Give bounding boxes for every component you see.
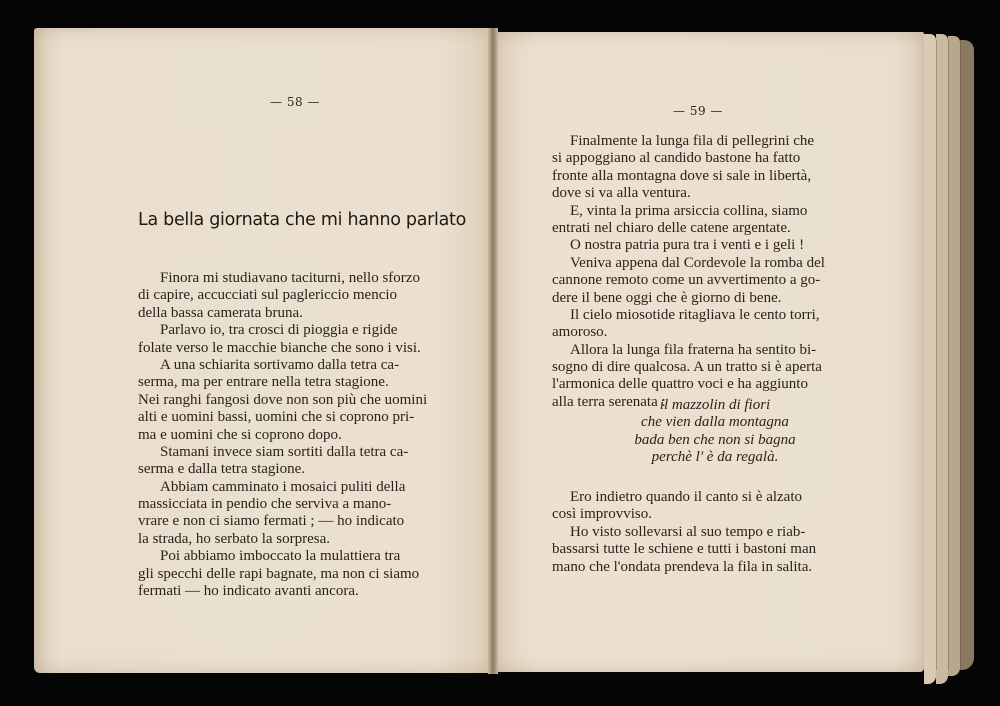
text-line: dere il bene oggi che è giorno di bene. xyxy=(552,289,782,306)
text-line: amoroso. xyxy=(552,324,608,341)
page-edge-line xyxy=(960,40,961,670)
left-body-text xyxy=(138,270,440,600)
text-line: la strada, ho serbato la sorpresa. xyxy=(138,530,331,547)
text-line: bassarsi tutte le schiene e tutti i bastoni man xyxy=(552,541,817,558)
book-gutter xyxy=(488,28,498,674)
page-edges xyxy=(948,36,960,676)
text-line: serma e dalla tetra stagione. xyxy=(138,461,306,478)
chapter-title: La bella giornata che mi hanno parlato xyxy=(138,210,467,230)
text-line: alti e uomini bassi, uomini che si coprono pri- xyxy=(138,409,415,426)
text-line: Ho visto sollevarsi al suo tempo e riab- xyxy=(570,523,806,540)
text-line: cannone remoto come un avvertimento a go- xyxy=(552,272,821,289)
text-line: alla terra serenata : xyxy=(552,393,666,410)
text-line: Poi abbiamo imboccato la mulattiera tra xyxy=(160,548,401,565)
text-line: vrare e non ci siamo fermati ; — ho indicato xyxy=(138,513,405,530)
text-line: sogno di dire qualcosa. A un tratto si è aperta xyxy=(552,359,822,376)
verse-line: perchè l' è da regalà. xyxy=(651,449,779,466)
text-line: Allora la lunga fila fraterna ha sentito bi- xyxy=(570,341,817,358)
text-line: dove si va alla ventura. xyxy=(552,185,691,202)
page-number-left: — 58 — xyxy=(270,95,320,109)
text-line: E, vinta la prima arsiccia collina, siamo xyxy=(570,202,808,219)
text-line: Il cielo miosotide ritagliava le cento torri, xyxy=(570,306,820,323)
text-line: A una schiarita sortivamo dalla tetra ca- xyxy=(160,356,400,373)
text-line: Abbiam camminato i mosaici puliti della xyxy=(160,478,406,495)
text-line: ma e uomini che si coprono dopo. xyxy=(138,426,342,443)
verse-line: che vien dalla montagna xyxy=(641,414,789,431)
text-line: l'armonica delle quattro voci e ha aggiunto xyxy=(552,376,808,393)
text-line: Parlavo io, tra crosci di pioggia e rigide xyxy=(160,322,398,339)
text-line: fermati — ho indicato avanti ancora. xyxy=(138,583,359,600)
text-line: Finalmente la lunga fila di pellegrini che xyxy=(570,133,815,149)
page-edges xyxy=(960,40,974,670)
text-line: gli specchi delle rapi bagnate, ma non ci siamo xyxy=(138,565,420,582)
page-edge-line xyxy=(948,40,949,670)
page-edges xyxy=(936,34,948,684)
text-line: Stamani invece siam sortiti dalla tetra ca- xyxy=(160,443,409,460)
text-line: massicciata in pendio che serviva a mano- xyxy=(138,496,392,513)
page-edges xyxy=(924,34,936,684)
text-line: entrati nel chiaro delle catene argentate. xyxy=(552,219,791,236)
text-line: si appoggiano al candido bastone ha fatto xyxy=(552,150,801,167)
text-line: Nei ranghi fangosi dove non son più che uomini xyxy=(138,391,428,408)
page-edge-line xyxy=(936,40,937,670)
verse-line: bada ben che non si bagna xyxy=(634,431,796,448)
text-line: di capire, accucciati sul paglericcio mencio xyxy=(138,287,398,304)
text-line: Veniva appena dal Cordevole la romba del xyxy=(570,254,825,271)
text-line: Finora mi studiavano taciturni, nello sforzo xyxy=(160,270,420,286)
page-number-right: — 59 — xyxy=(673,104,723,118)
text-line: fronte alla montagna dove si sale in libertà, xyxy=(552,167,812,184)
text-line: mano che l'ondata prendeva la fila in salita. xyxy=(552,558,813,575)
text-line: O nostra patria pura tra i venti e i geli ! xyxy=(570,237,805,254)
song-verse xyxy=(600,397,830,467)
verse-line: il mazzolin di fiori xyxy=(659,397,771,413)
text-line: Ero indietro quando il canto si è alzato xyxy=(570,489,803,505)
text-line: della bassa camerata bruna. xyxy=(138,304,303,321)
right-body-text xyxy=(552,133,848,411)
text-line: serma, ma per entrare nella tetra stagione. xyxy=(138,374,389,391)
text-line: folate verso le macchie bianche che sono i visi. xyxy=(138,339,421,356)
right-closing-text xyxy=(552,489,848,576)
text-line: così improvviso. xyxy=(552,506,652,523)
